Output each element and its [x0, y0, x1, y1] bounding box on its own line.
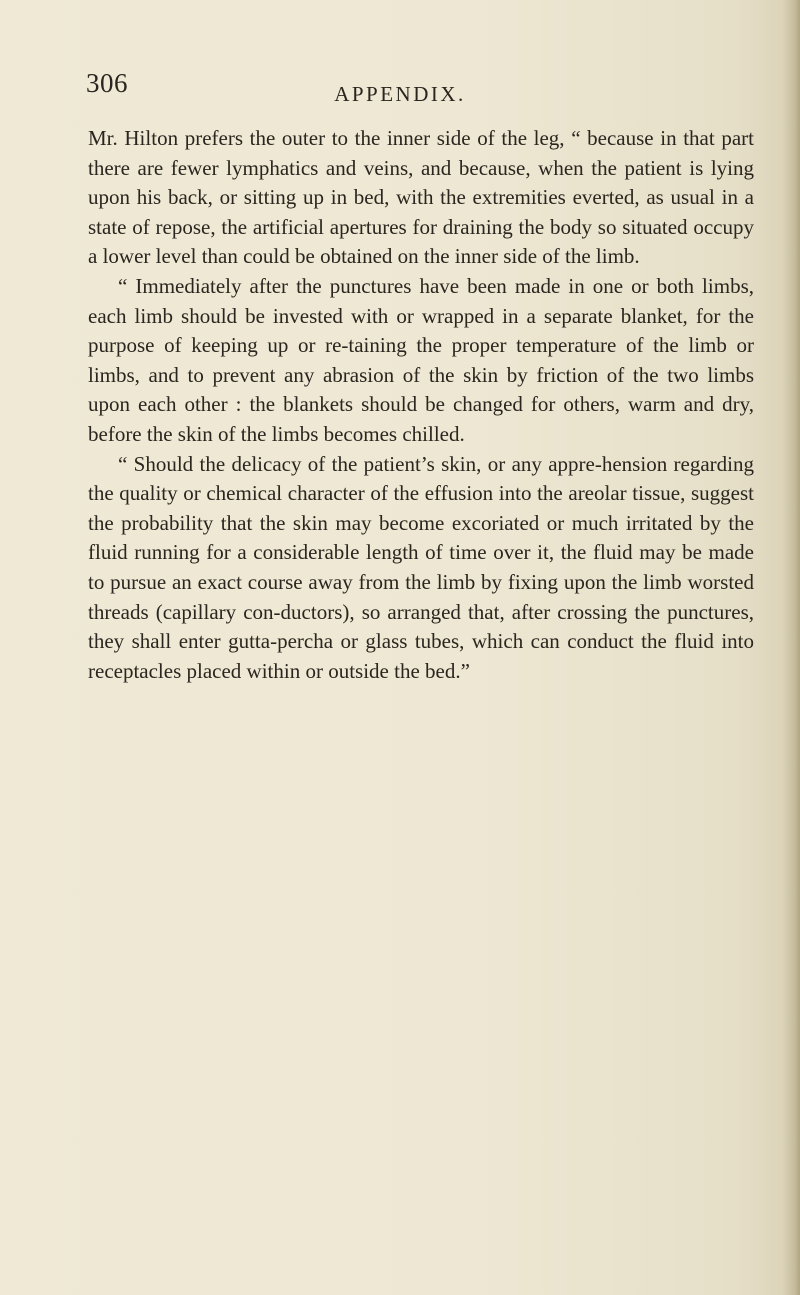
body-text [88, 124, 754, 686]
page-number: 306 [86, 68, 128, 98]
paragraph-1: Mr. Hilton prefers the outer to the inner side of the leg, “ because in that part there are fewer lymphatics and veins, and because, when the patient is lying upon his back, or sitting up in bed, with the extremities everted, as usual in a state of repose, the artificial apertures for draining the body so situated occupy a lower level than could be obtained on the inner side of the limb. [88, 126, 754, 269]
running-head: APPENDIX. [334, 82, 466, 106]
paragraph-3: “ Should the delicacy of the patient’s skin, or any appre-hension regarding the quality or chemical character of the effusion into the areolar tissue, suggest the probability that the skin may become excoriated or much irritated by the fluid running for a considerable length of time over it, the fluid may be made to pursue an exact course away from the limb by fixing upon the limb worsted threads (capillary con-ductors), so arranged that, after crossing the punctures, they shall enter gutta-percha or glass tubes, which can conduct the fluid into receptacles placed within or outside the bed.” [88, 451, 754, 683]
paragraph-2: “ Immediately after the punctures have been made in one or both limbs, each limb should be invested with or wrapped in a separate blanket, for the purpose of keeping up or re-taining the proper temperature of the limb or limbs, and to prevent any abrasion of the skin by friction of the two limbs upon each other : the blankets should be changed for others, warm and dry, before the skin of the limbs becomes chilled. [88, 273, 754, 446]
page-edge-shadow [782, 0, 800, 1295]
